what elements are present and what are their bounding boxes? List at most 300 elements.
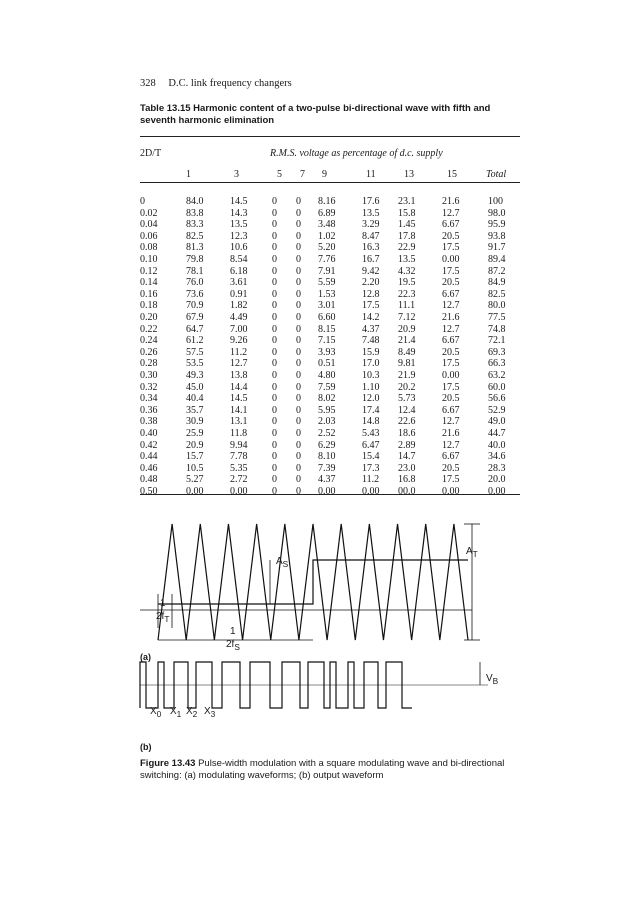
page-number: 328: [140, 78, 156, 89]
table-cell: 2.03: [318, 416, 336, 428]
table-cell: 73.6: [186, 288, 204, 300]
table-cell: 0: [296, 312, 301, 323]
table-cell: 0: [296, 288, 301, 300]
table-cell: 49.0: [488, 416, 506, 428]
table-cell: 13.5: [230, 219, 248, 231]
table-cell: 0: [296, 439, 301, 451]
table-cell: 89.4: [488, 254, 506, 265]
table-cell: 8.16: [318, 196, 336, 207]
table-cell: 77.5: [488, 312, 506, 323]
figure-caption-text: Pulse-width modulation with a square modulating wave and bi-directional switching: (a) modulating waveforms; (b) output waveform: [140, 758, 505, 781]
table-cell: 0: [272, 486, 277, 497]
label-1-over-2fS-den: $2f_S$: [226, 639, 240, 652]
table-cell: 6.67: [442, 335, 460, 347]
table-cell: 20.5: [442, 462, 460, 474]
table-cell: 1.82: [230, 300, 248, 312]
row-2dt-value: 0.14: [140, 277, 158, 289]
table-cell: 72.1: [488, 335, 506, 347]
table-cell: 6.89: [318, 207, 336, 219]
table-cell: 11.2: [230, 346, 248, 358]
table-cell: 7.76: [318, 254, 336, 265]
table-cell: 0: [296, 358, 301, 370]
table-cell: 2.20: [362, 277, 380, 289]
table-cell: 17.3: [362, 462, 380, 474]
table-cell: 19.5: [398, 277, 416, 289]
table-cell: 3.61: [230, 277, 248, 289]
row-2dt-value: 0.26: [140, 346, 158, 358]
table-cell: 8.10: [318, 451, 336, 463]
table-cell: 57.5: [186, 346, 204, 358]
col-header-harmonic: 3: [234, 169, 239, 180]
table-cell: 44.7: [488, 428, 506, 439]
table-caption-text: Harmonic content of a two-pulse bi-directional wave with fifth and seventh harmonic elimination: [140, 103, 491, 126]
label-Vb-sub: B: [492, 676, 499, 686]
table-cell: 9.81: [398, 358, 416, 370]
table-cell: 9.42: [362, 265, 380, 277]
table-cell: 0: [296, 323, 301, 335]
table-cell: 5.43: [362, 428, 380, 439]
table-cell: 13.8: [230, 370, 248, 381]
label-x2: $X_2$: [186, 706, 198, 719]
table-cell: 4.37: [362, 323, 380, 335]
col-header-harmonic: 7: [300, 169, 305, 180]
label-At-sub: T: [472, 549, 478, 559]
label-1-over-2fT-num: 1: [160, 598, 166, 609]
table-cell: 13.5: [398, 254, 416, 265]
table-cell: 3.48: [318, 219, 336, 231]
table-cell: 5.27: [186, 474, 204, 486]
table-cell: 0: [296, 254, 301, 265]
table-cell: 20.2: [398, 381, 416, 393]
table-cell: 93.8: [488, 230, 506, 242]
label-As-sub: S: [282, 559, 289, 569]
table-cell: 0: [296, 474, 301, 486]
table-cell: 4.80: [318, 370, 336, 381]
label-1-over-2fT-den: $2f_T$: [156, 611, 170, 624]
table-cell: 0: [272, 242, 277, 254]
table-cell: 11.1: [398, 300, 416, 312]
table-cell: 0: [272, 219, 277, 231]
table-cell: 12.0: [362, 393, 380, 405]
table-cell: 0: [272, 370, 277, 381]
table-cell: 6.18: [230, 265, 248, 277]
table-cell: 8.15: [318, 323, 336, 335]
row-2dt-value: 0: [140, 196, 145, 207]
table-cell: 10.6: [230, 242, 248, 254]
row-2dt-value: 0.20: [140, 312, 158, 323]
table-cell: 0: [272, 277, 277, 289]
table-cell: 11.2: [362, 474, 380, 486]
col-header-harmonic: 15: [447, 169, 457, 180]
table-cell: 7.91: [318, 265, 336, 277]
table-cell: 1.10: [362, 381, 380, 393]
table-cell: 0: [272, 404, 277, 416]
table-cell: 8.49: [398, 346, 416, 358]
table-cell: 16.3: [362, 242, 380, 254]
col-header-2dt: 2D/T: [140, 148, 162, 159]
table-top-rule: [140, 136, 520, 137]
table-cell: 30.9: [186, 416, 204, 428]
table-cell: 0: [272, 381, 277, 393]
row-2dt-value: 0.46: [140, 462, 158, 474]
table-cell: 22.6: [398, 416, 416, 428]
table-cell: 0.00: [442, 486, 460, 497]
table-cell: 5.73: [398, 393, 416, 405]
table-cell: 5.59: [318, 277, 336, 289]
table-cell: 11.8: [230, 428, 248, 439]
table-cell: 0: [272, 393, 277, 405]
table-cell: 100: [488, 196, 503, 207]
table-cell: 91.7: [488, 242, 506, 254]
output-waveform: [140, 662, 488, 708]
table-cell: 0: [296, 346, 301, 358]
row-2dt-value: 0.06: [140, 230, 158, 242]
table-cell: 81.3: [186, 242, 204, 254]
table-cell: 56.6: [488, 393, 506, 405]
label-x1: $X_1$: [170, 706, 182, 719]
col-header-harmonic: 1: [186, 169, 191, 180]
table-cell: 0.00: [488, 486, 506, 497]
table-cell: 74.8: [488, 323, 506, 335]
table-cell: 21.6: [442, 312, 460, 323]
table-cell: 25.9: [186, 428, 204, 439]
table-cell: 7.15: [318, 335, 336, 347]
table-cell: 14.1: [230, 404, 248, 416]
table-cell: 0.00: [186, 486, 204, 497]
table-cell: 21.6: [442, 428, 460, 439]
table-cell: 5.35: [230, 462, 248, 474]
table-cell: 20.5: [442, 230, 460, 242]
table-cell: 9.26: [230, 335, 248, 347]
table-cell: 0: [296, 404, 301, 416]
table-cell: 7.48: [362, 335, 380, 347]
table-cell: 0.91: [230, 288, 248, 300]
panel-b-label: (b): [140, 742, 152, 752]
table-cell: 20.5: [442, 277, 460, 289]
table-cell: 82.5: [488, 288, 506, 300]
table-cell: 12.3: [230, 230, 248, 242]
table-cell: 83.8: [186, 207, 204, 219]
table-cell: 87.2: [488, 265, 506, 277]
panel-a-label: (a): [140, 652, 151, 662]
label-1-over-2fS-num: 1: [230, 626, 236, 637]
table-cell: 13.5: [362, 207, 380, 219]
table-cell: 8.02: [318, 393, 336, 405]
row-2dt-value: 0.02: [140, 207, 158, 219]
table-cell: 34.6: [488, 451, 506, 463]
table-cell: 23.0: [398, 462, 416, 474]
table-cell: 5.95: [318, 404, 336, 416]
row-2dt-value: 0.36: [140, 404, 158, 416]
table-cell: 0: [272, 428, 277, 439]
table-cell: 0: [296, 451, 301, 463]
table-cell: 12.4: [398, 404, 416, 416]
table-cell: 76.0: [186, 277, 204, 289]
table-cell: 0: [272, 451, 277, 463]
col-header-harmonic: 5: [277, 169, 282, 180]
table-cell: 00.0: [398, 486, 416, 497]
table-cell: 0: [296, 486, 301, 497]
table-cell: 17.0: [362, 358, 380, 370]
table-cell: 0: [296, 381, 301, 393]
row-2dt-value: 0.10: [140, 254, 158, 265]
table-cell: 12.7: [442, 300, 460, 312]
table-cell: 0: [296, 462, 301, 474]
table-cell: 12.7: [230, 358, 248, 370]
table-cell: 67.9: [186, 312, 204, 323]
table-cell: 17.4: [362, 404, 380, 416]
label-fS-sub: S: [234, 642, 240, 652]
table-cell: 0: [272, 300, 277, 312]
figure-caption: [140, 758, 530, 782]
table-cell: 80.0: [488, 300, 506, 312]
table-cell: 17.5: [442, 358, 460, 370]
table-cell: 64.7: [186, 323, 204, 335]
table-caption: [140, 103, 520, 127]
table-cell: 15.4: [362, 451, 380, 463]
table-cell: 52.9: [488, 404, 506, 416]
table-cell: 78.1: [186, 265, 204, 277]
label-As: $A_S$: [276, 556, 289, 569]
table-cell: 14.5: [230, 196, 248, 207]
table-cell: 7.12: [398, 312, 416, 323]
table-cell: 6.47: [362, 439, 380, 451]
table-cell: 12.7: [442, 207, 460, 219]
table-cell: 4.32: [398, 265, 416, 277]
table-cell: 7.78: [230, 451, 248, 463]
label-Vb: $V_B$: [486, 673, 499, 686]
label-x3: $X_3$: [204, 706, 216, 719]
table-cell: 6.67: [442, 451, 460, 463]
table-cell: 22.9: [398, 242, 416, 254]
table-cell: 61.2: [186, 335, 204, 347]
table-cell: 53.5: [186, 358, 204, 370]
table-cell: 0: [272, 288, 277, 300]
table-cell: 0: [296, 335, 301, 347]
table-cell: 5.20: [318, 242, 336, 254]
table-cell: 6.60: [318, 312, 336, 323]
table-cell: 0: [272, 358, 277, 370]
table-cell: 8.47: [362, 230, 380, 242]
table-cell: 0: [272, 346, 277, 358]
table-cell: 82.5: [186, 230, 204, 242]
table-cell: 79.8: [186, 254, 204, 265]
table-cell: 84.9: [488, 277, 506, 289]
table-cell: 17.6: [362, 196, 380, 207]
row-2dt-value: 0.48: [140, 474, 158, 486]
row-2dt-value: 0.42: [140, 439, 158, 451]
table-cell: 35.7: [186, 404, 204, 416]
table-cell: 3.01: [318, 300, 336, 312]
row-2dt-value: 0.34: [140, 393, 158, 405]
row-2dt-value: 0.08: [140, 242, 158, 254]
table-cell: 17.8: [398, 230, 416, 242]
table-cell: 4.49: [230, 312, 248, 323]
table-cell: 0.00: [362, 486, 380, 497]
table-cell: 0.00: [230, 486, 248, 497]
table-cell: 70.9: [186, 300, 204, 312]
table-cell: 23.1: [398, 196, 416, 207]
page-header: [140, 78, 292, 89]
table-cell: 0.00: [318, 486, 336, 497]
table-cell: 20.5: [442, 346, 460, 358]
row-2dt-value: 0.18: [140, 300, 158, 312]
table-cell: 1.53: [318, 288, 336, 300]
table-cell: 16.7: [362, 254, 380, 265]
table-cell: 0: [272, 474, 277, 486]
table-cell: 0: [296, 196, 301, 207]
table-caption-label: Table 13.15: [140, 103, 191, 114]
row-2dt-value: 0.44: [140, 451, 158, 463]
pwm-figure: [128, 512, 508, 752]
square-modulating-wave: [158, 560, 468, 604]
table-cell: 98.0: [488, 207, 506, 219]
row-2dt-value: 0.28: [140, 358, 158, 370]
table-cell: 0: [272, 207, 277, 219]
table-cell: 63.2: [488, 370, 506, 381]
table-cell: 0: [296, 428, 301, 439]
table-cell: 83.3: [186, 219, 204, 231]
table-cell: 2.89: [398, 439, 416, 451]
table-cell: 0: [296, 230, 301, 242]
modulating-waveforms: [140, 524, 480, 640]
table-cell: 6.67: [442, 404, 460, 416]
table-cell: 15.7: [186, 451, 204, 463]
col-header-harmonic: 9: [322, 169, 327, 180]
table-cell: 0: [296, 370, 301, 381]
table-cell: 14.5: [230, 393, 248, 405]
table-cell: 6.67: [442, 219, 460, 231]
table-cell: 15.9: [362, 346, 380, 358]
table-cell: 17.5: [442, 265, 460, 277]
table-cell: 0: [296, 416, 301, 428]
table-cell: 14.7: [398, 451, 416, 463]
table-cell: 0: [272, 312, 277, 323]
table-cell: 28.3: [488, 462, 506, 474]
table-cell: 0: [272, 335, 277, 347]
table-cell: 17.5: [442, 381, 460, 393]
table-cell: 10.3: [362, 370, 380, 381]
table-cell: 18.6: [398, 428, 416, 439]
row-2dt-value: 0.04: [140, 219, 158, 231]
label-fT-sub: T: [164, 614, 170, 624]
table-cell: 0.00: [442, 254, 460, 265]
table-cell: 22.3: [398, 288, 416, 300]
table-cell: 17.5: [362, 300, 380, 312]
running-title: D.C. link frequency changers: [168, 78, 292, 89]
table-cell: 20.9: [186, 439, 204, 451]
table-cell: 45.0: [186, 381, 204, 393]
table-cell: 13.1: [230, 416, 248, 428]
table-cell: 17.5: [442, 474, 460, 486]
col-header-group: R.M.S. voltage as percentage of d.c. supply: [270, 148, 443, 159]
table-cell: 20.5: [442, 393, 460, 405]
row-2dt-value: 0.22: [140, 323, 158, 335]
table-cell: 20.0: [488, 474, 506, 486]
table-cell: 12.7: [442, 323, 460, 335]
table-cell: 0: [296, 393, 301, 405]
table-cell: 6.67: [442, 288, 460, 300]
table-cell: 69.3: [488, 346, 506, 358]
row-2dt-value: 0.30: [140, 370, 158, 381]
table-cell: 66.3: [488, 358, 506, 370]
table-cell: 12.7: [442, 439, 460, 451]
table-cell: 95.9: [488, 219, 506, 231]
table-cell: 3.93: [318, 346, 336, 358]
table-cell: 14.4: [230, 381, 248, 393]
table-cell: 0: [296, 207, 301, 219]
row-2dt-value: 0.38: [140, 416, 158, 428]
table-cell: 0: [296, 300, 301, 312]
table-cell: 3.29: [362, 219, 380, 231]
table-cell: 40.4: [186, 393, 204, 405]
row-2dt-value: 0.50: [140, 486, 158, 497]
table-cell: 15.8: [398, 207, 416, 219]
row-2dt-value: 0.12: [140, 265, 158, 277]
table-cell: 17.5: [442, 242, 460, 254]
table-cell: 14.2: [362, 312, 380, 323]
table-cell: 40.0: [488, 439, 506, 451]
table-cell: 7.59: [318, 381, 336, 393]
table-cell: 7.00: [230, 323, 248, 335]
table-cell: 84.0: [186, 196, 204, 207]
row-2dt-value: 0.32: [140, 381, 158, 393]
label-At: $A_T$: [466, 546, 478, 559]
table-cell: 0: [272, 265, 277, 277]
table-cell: 0: [296, 242, 301, 254]
table-cell: 14.8: [362, 416, 380, 428]
table-cell: 0: [272, 416, 277, 428]
table-cell: 10.5: [186, 462, 204, 474]
table-header-rule: [140, 182, 520, 183]
table-cell: 0: [272, 254, 277, 265]
table-cell: 0: [272, 462, 277, 474]
table-cell: 21.6: [442, 196, 460, 207]
table-cell: 0: [272, 439, 277, 451]
table-cell: 0: [272, 323, 277, 335]
row-2dt-value: 0.16: [140, 288, 158, 300]
table-cell: 16.8: [398, 474, 416, 486]
row-2dt-value: 0.24: [140, 335, 158, 347]
table-cell: 7.39: [318, 462, 336, 474]
table-cell: 6.29: [318, 439, 336, 451]
table-cell: 9.94: [230, 439, 248, 451]
table-cell: 2.72: [230, 474, 248, 486]
table-cell: 0: [296, 277, 301, 289]
table-cell: 0: [296, 265, 301, 277]
table-cell: 12.7: [442, 416, 460, 428]
table-cell: 12.8: [362, 288, 380, 300]
table-cell: 14.3: [230, 207, 248, 219]
table-cell: 21.9: [398, 370, 416, 381]
col-header-harmonic: Total: [486, 169, 507, 180]
table-cell: 60.0: [488, 381, 506, 393]
table-cell: 1.02: [318, 230, 336, 242]
table-cell: 21.4: [398, 335, 416, 347]
table-cell: 20.9: [398, 323, 416, 335]
table-cell: 0: [272, 230, 277, 242]
table-cell: 0: [272, 196, 277, 207]
table-cell: 0.00: [442, 370, 460, 381]
table-cell: 8.54: [230, 254, 248, 265]
col-header-harmonic: 13: [404, 169, 414, 180]
table-cell: 49.3: [186, 370, 204, 381]
label-x0: $X_0$: [150, 706, 162, 719]
table-cell: 0: [296, 219, 301, 231]
row-2dt-value: 0.40: [140, 428, 158, 439]
col-header-harmonic: 11: [366, 169, 376, 180]
table-cell: 0.51: [318, 358, 336, 370]
